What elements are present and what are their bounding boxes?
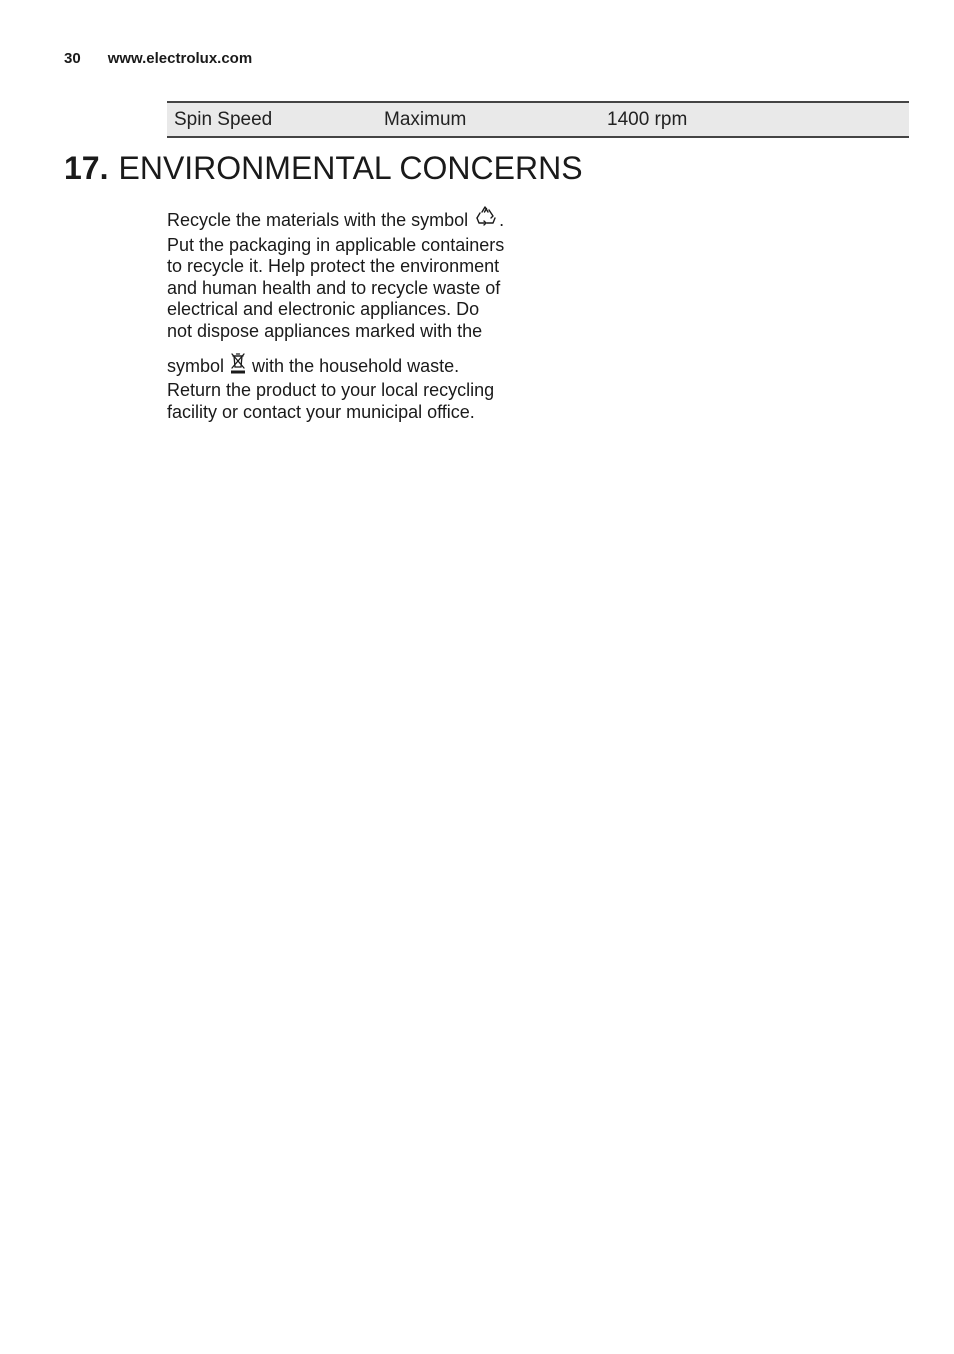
body-line-3: to recycle it. Help protect the environment — [167, 256, 500, 277]
body-text-segment: . — [499, 210, 505, 230]
section-number: 17. — [64, 150, 109, 186]
body-line-6: not dispose appliances marked with the — [167, 320, 483, 341]
section-title — [64, 150, 583, 187]
spec-name-cell: Spin Speed — [174, 109, 273, 130]
body-line-4: and human health and to recycle waste of — [167, 277, 501, 298]
spec-value-cell: 1400 rpm — [607, 109, 688, 130]
body-line-5: electrical and electronic appliances. Do — [167, 299, 480, 320]
body-line-1 — [167, 205, 532, 235]
section-heading: ENVIRONMENTAL CONCERNS — [118, 150, 583, 186]
recycle-icon — [473, 205, 499, 235]
spec-table — [167, 101, 909, 138]
body-line-8: Return the product to your local recycling — [167, 380, 495, 401]
page-number: 30 — [64, 50, 81, 67]
body-paragraph — [167, 205, 532, 423]
body-text-segment: Recycle the materials with the symbol — [167, 210, 469, 230]
section-body — [167, 205, 532, 423]
body-text-segment: with the household waste. — [252, 355, 460, 376]
body-line-9: facility or contact your municipal office. — [167, 401, 475, 422]
body-text-segment: symbol — [167, 355, 225, 376]
page-header — [64, 50, 252, 67]
spec-mode-cell: Maximum — [384, 109, 467, 130]
website-url: www.electrolux.com — [107, 50, 253, 67]
body-line-2: Put the packaging in applicable containers — [167, 234, 505, 255]
crossed-out-bin-icon — [229, 351, 247, 381]
body-line-7 — [167, 351, 532, 381]
